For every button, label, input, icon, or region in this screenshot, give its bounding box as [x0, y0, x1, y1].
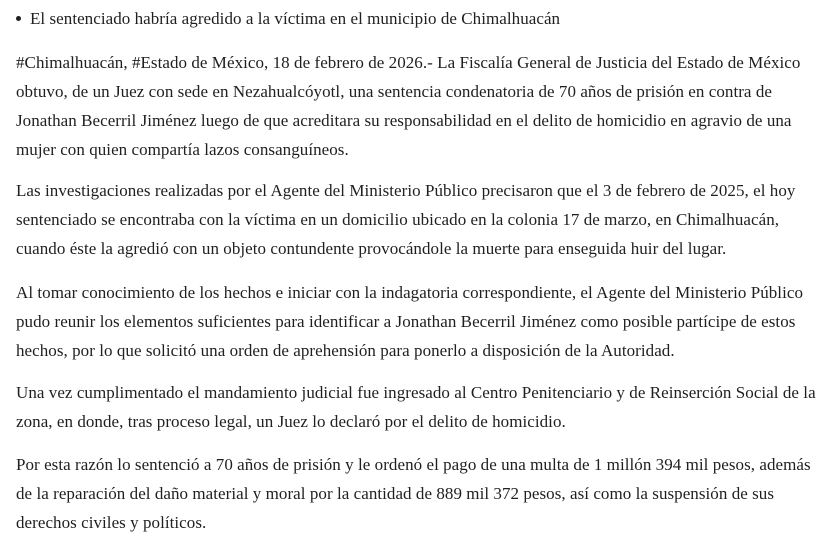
summary-bullet-list: [16, 4, 823, 33]
summary-bullet-text: El sentenciado habría agredido a la víctima en el municipio de Chimalhuacán: [30, 9, 561, 28]
article-paragraph-5: Por esta razón lo sentenció a 70 años de prisión y le ordenó el pago de una multa de 1 millón 394 mil pesos, además de la reparación del daño material y moral por la cantidad de 889 mil 372 pesos, así como la suspensión de sus derechos civiles y políticos.: [16, 455, 811, 532]
article-paragraph-3: Al tomar conocimiento de los hechos e iniciar con la indagatoria correspondiente, el Agente del Ministerio Público pudo reunir los elementos suficientes para identificar a Jonathan Becerril Jiménez como posible partícipe de estos hechos, por lo que solicitó una orden de aprehensión para ponerlo a disposición de la Autoridad.: [16, 283, 804, 360]
article-paragraph-1: #Chimalhuacán, #Estado de México, 18 de febrero de 2026.- La Fiscalía General de Justicia del Estado de México obtuvo, de un Juez con sede en Nezahualcóyotl, una sentencia condenatoria de 70 años de prisión en contra de Jonathan Becerril Jiménez luego de que acreditara su responsabilidad en el delito de homicidio en agravio de una mujer con quien compartía lazos consanguíneos.: [16, 53, 801, 159]
summary-bullet-item: [16, 4, 823, 33]
article-paragraph-2: Las investigaciones realizadas por el Agente del Ministerio Público precisaron que el 3 de febrero de 2025, el hoy sentenciado se encontraba con la víctima en un domicilio ubicado en la colonia 17 de marzo, en Chimalhuacán, cuando éste la agredió con un objeto contundente provocándole la muerte para enseguida huir del lugar.: [16, 181, 796, 258]
bullet-dot-icon: [16, 16, 21, 21]
article-paragraph-4: Una vez cumplimentado el mandamiento judicial fue ingresado al Centro Penitenciario y de Reinserción Social de la zona, en donde, tras proceso legal, un Juez lo declaró por el delito de homicidio.: [16, 383, 816, 431]
